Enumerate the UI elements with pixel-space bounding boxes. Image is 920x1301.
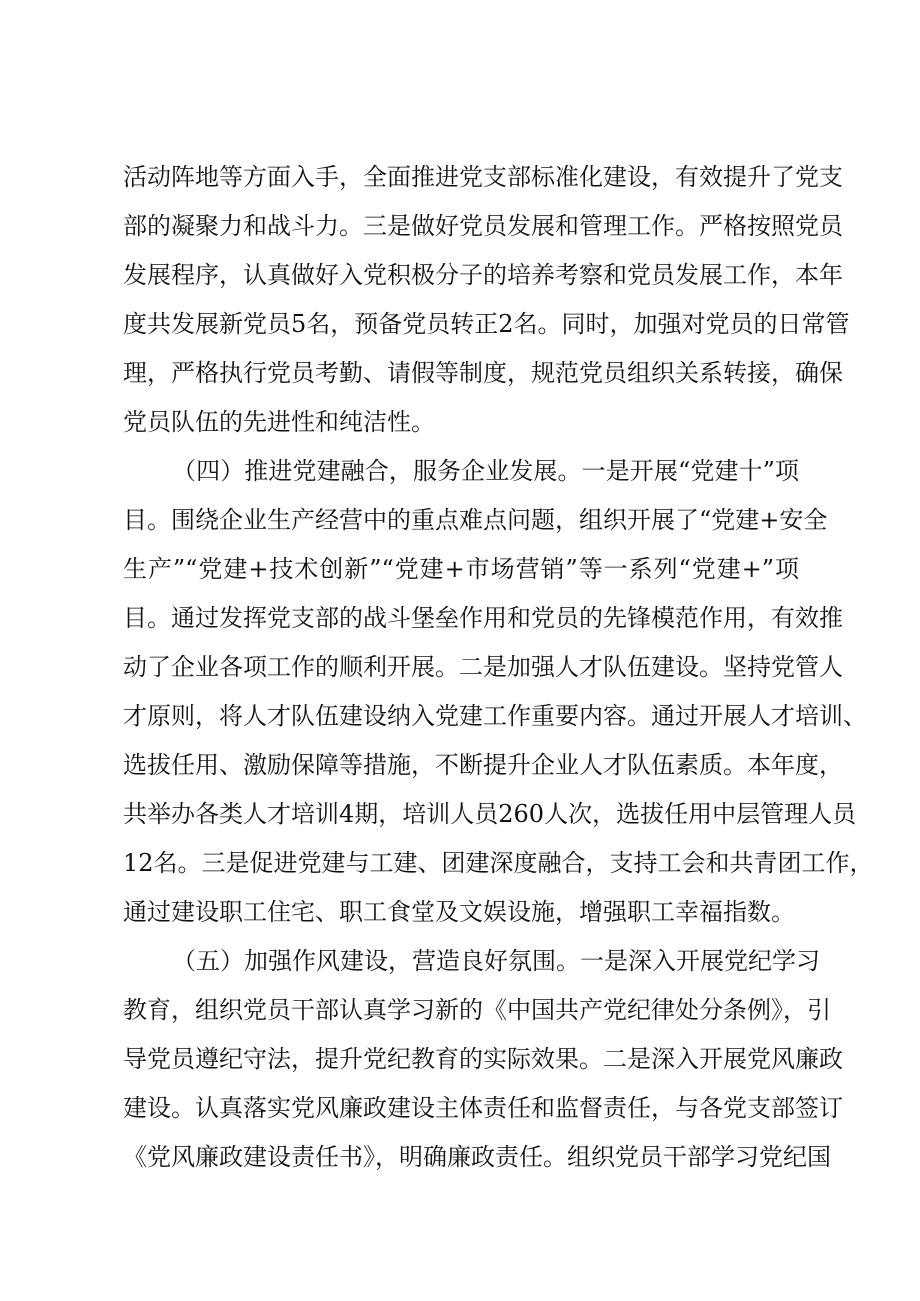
paragraph-heading-line: （四）推进党建融合，服务企业发展。一是开展“党建十”项: [172, 457, 799, 485]
text-line: 发展程序，认真做好入党积极分子的培养考察和党员发展工作，本年: [123, 261, 843, 289]
text-line: 动了企业各项工作的顺利开展。二是加强人才队伍建设。坚持党管人: [123, 653, 843, 681]
text-line: 12名。三是促进党建与工建、团建深度融合，支持工会和共青团工作，: [123, 849, 874, 877]
paragraph-heading-line: （五）加强作风建设，营造良好氛围。一是深入开展党纪学习: [172, 947, 820, 975]
text-line: 导党员遵纪守法，提升党纪教育的实际效果。二是深入开展党风廉政: [123, 1045, 843, 1073]
text-line: 选拔任用、激励保障等措施，不断提升企业人才队伍素质。本年度，: [123, 751, 843, 779]
text-line: 党员队伍的先进性和纯洁性。: [123, 408, 435, 436]
text-line: 部的凝聚力和战斗力。三是做好党员发展和管理工作。严格按照党员: [123, 212, 843, 240]
text-line: 活动阵地等方面入手，全面推进党支部标准化建设，有效提升了党支: [123, 163, 843, 191]
text-line: 理，严格执行党员考勤、请假等制度，规范党员组织关系转接，确保: [123, 359, 843, 387]
text-line: 目。通过发挥党支部的战斗堡垒作用和党员的先锋模范作用，有效推: [123, 604, 843, 632]
text-line: 通过建设职工住宅、职工食堂及文娱设施，增强职工幸福指数。: [123, 898, 795, 926]
text-line: 生产”“党建+技术创新”“党建+市场营销”等一系列“党建+”项: [123, 555, 799, 583]
text-line: 目。围绕企业生产经营中的重点难点问题，组织开展了“党建+安全: [123, 506, 828, 534]
text-line: 教育，组织党员干部认真学习新的《中国共产党纪律处分条例》，引: [123, 996, 831, 1024]
text-line: 度共发展新党员5名，预备党员转正2名。同时，加强对党员的日常管: [123, 310, 850, 338]
text-line: 才原则，将人才队伍建设纳入党建工作重要内容。通过开展人才培训、: [123, 702, 867, 730]
text-line: 共举办各类人才培训4期，培训人员260人次，选拔任用中层管理人员: [123, 800, 857, 828]
text-line: 建设。认真落实党风廉政建设主体责任和监督责任，与各党支部签订: [123, 1094, 843, 1122]
text-line: 《党风廉政建设责任书》，明确廉政责任。组织党员干部学习党纪国: [123, 1143, 831, 1171]
